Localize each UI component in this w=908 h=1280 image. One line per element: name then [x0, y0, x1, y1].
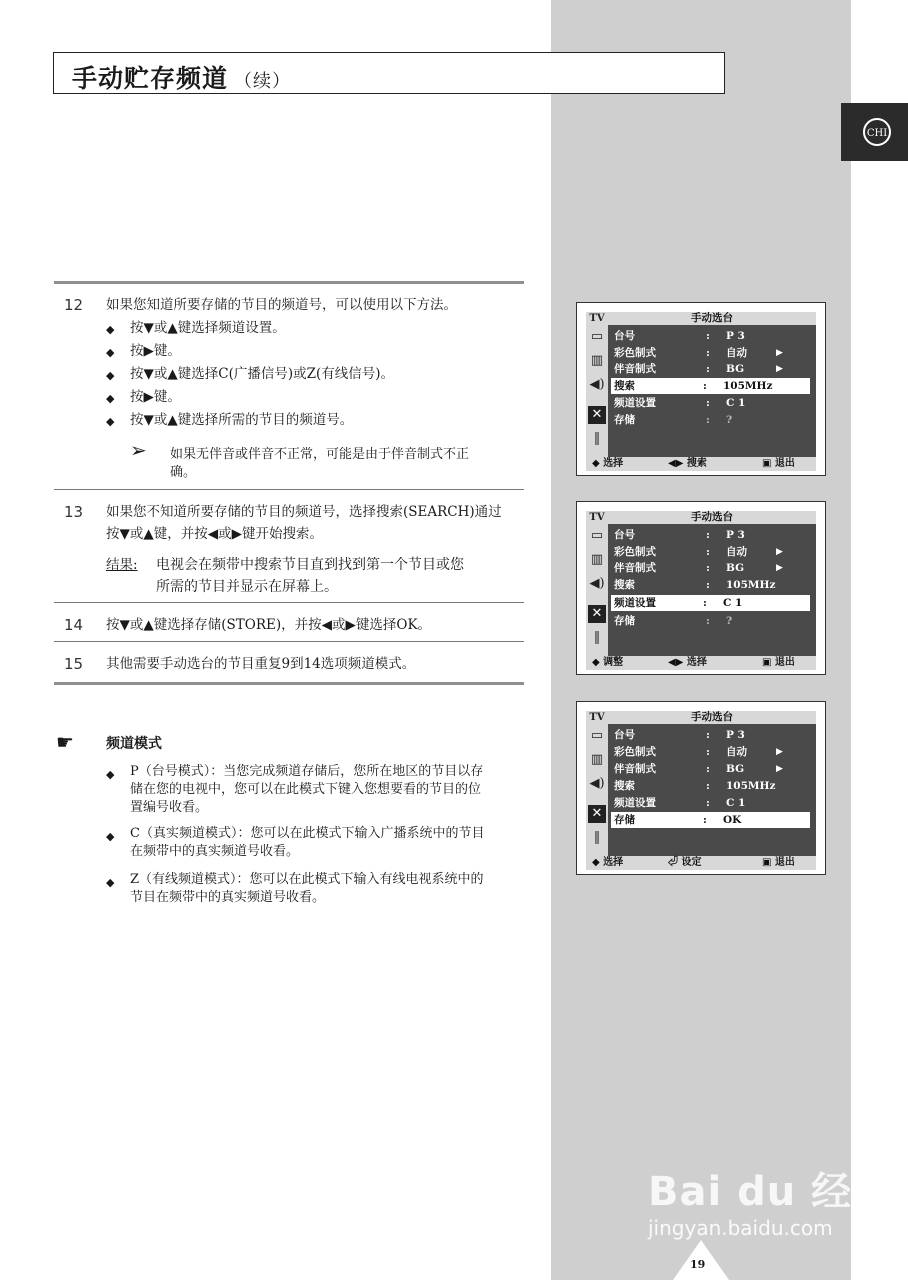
tv-footer: ◆ 调整 ◀▶ 选择 ▣ 退出 — [586, 656, 816, 670]
mode-c-line2: 在频带中的真实频道号收看。 — [130, 844, 300, 859]
section-rule-top — [54, 281, 524, 284]
speaker-icon: ◀) — [589, 776, 605, 791]
diamond-bullet-icon: ◆ — [106, 369, 115, 382]
tv-menu-screen-2 — [576, 501, 826, 675]
menu-row-sound: 伴音制式 : BG ▶ — [614, 562, 783, 574]
tv-label: TV — [589, 712, 605, 723]
step-bullet: 按▼或▲键选择所需的节目的频道号。 — [130, 412, 354, 428]
menu-row-channel: 频道设置 : C 1 — [614, 397, 746, 409]
step-text-line2: 按▼或▲键，并按◀或▶键开始搜索。 — [106, 526, 324, 542]
tv-footer: ◆ 选择 ⏎ 设定 ▣ 退出 — [586, 856, 816, 870]
menu-row-store: 存储 : ? — [614, 615, 733, 627]
divider — [54, 602, 524, 603]
step-text: 如果您知道所要存储的节目的频道号，可以使用以下方法。 — [106, 297, 457, 313]
setup-icon: ‖ — [593, 630, 601, 645]
diamond-bullet-icon: ◆ — [106, 323, 115, 336]
menu-row-store: 存储 : OK — [611, 812, 810, 828]
language-tab — [841, 103, 908, 161]
antenna-icon: ✕ — [588, 605, 606, 623]
menu-row-store: 存储 : ? — [614, 414, 733, 426]
divider — [54, 489, 524, 490]
step-bullet: 按▶键。 — [130, 343, 181, 359]
pointing-hand-icon: ☛ — [56, 730, 74, 754]
menu-row-sound: 伴音制式 : BG ▶ — [614, 363, 783, 375]
diamond-bullet-icon: ◆ — [106, 415, 115, 428]
menu-row-program: 台号 : P 3 — [614, 330, 745, 342]
watermark-url: jingyan.baidu.com — [648, 1216, 833, 1240]
tv-menu-screen-3 — [576, 701, 826, 875]
tv-label: TV — [589, 313, 605, 324]
step-number: 14 — [64, 616, 84, 634]
result-text-line1: 电视会在频带中搜索节目直到找到第一个节目或您 — [156, 557, 464, 573]
sound-icon: ▥ — [590, 353, 604, 368]
note-arrow-icon: ➢ — [130, 438, 147, 462]
speaker-icon: ◀) — [589, 576, 605, 591]
menu-row-channel: 频道设置 : C 1 — [614, 797, 746, 809]
speaker-icon: ◀) — [589, 377, 605, 392]
language-tab-label: CHI — [863, 118, 891, 146]
mode-z-line2: 节目在频带中的真实频道号收看。 — [130, 890, 326, 905]
page-title-text: 手动贮存频道 — [72, 64, 229, 93]
step-bullet: 按▶键。 — [130, 389, 181, 405]
menu-row-search: 搜索 : 105MHz — [611, 378, 810, 394]
step-text-line1: 如果您不知道所要存储的节目的频道号，选择搜索(SEARCH)通过 — [106, 504, 502, 520]
tv-menu-header: 手动选台 — [608, 511, 816, 524]
menu-row-program: 台号 : P 3 — [614, 529, 745, 541]
mode-z-line1: Z（有线频道模式）：您可以在此模式下输入有线电视系统中的 — [130, 872, 484, 887]
diamond-bullet-icon: ◆ — [106, 830, 115, 843]
result-label: 结果: — [106, 557, 138, 573]
page-title-sub: （续） — [234, 71, 292, 92]
tv-footer: ◆ 选择 ◀▶ 搜索 ▣ 退出 — [586, 457, 816, 471]
step-bullet: 按▼或▲键选择C(广播信号)或Z(有线信号)。 — [130, 366, 395, 382]
picture-icon: ▭ — [590, 728, 604, 743]
step-bullet: 按▼或▲键选择频道设置。 — [130, 320, 286, 336]
step-number: 13 — [64, 503, 84, 521]
divider — [54, 641, 524, 642]
menu-row-sound: 伴音制式 : BG ▶ — [614, 763, 783, 775]
antenna-icon: ✕ — [588, 406, 606, 424]
menu-row-search: 搜索 : 105MHz — [614, 579, 776, 591]
channel-mode-title: 频道模式 — [106, 736, 162, 752]
picture-icon: ▭ — [590, 528, 604, 543]
tv-label: TV — [589, 512, 605, 523]
menu-row-color: 彩色制式 : 自动 ▶ — [614, 746, 783, 758]
menu-row-color: 彩色制式 : 自动 ▶ — [614, 347, 783, 359]
page-title-box — [53, 52, 725, 94]
antenna-icon: ✕ — [588, 805, 606, 823]
step-number: 15 — [64, 655, 84, 673]
sound-icon: ▥ — [590, 752, 604, 767]
setup-icon: ‖ — [593, 431, 601, 446]
diamond-bullet-icon: ◆ — [106, 392, 115, 405]
page-title — [72, 59, 291, 95]
mode-p-line3: 置编号收看。 — [130, 800, 209, 815]
step-text: 按▼或▲键选择存储(STORE)，并按◀或▶键选择OK。 — [106, 617, 432, 633]
sound-icon: ▥ — [590, 552, 604, 567]
watermark-logo: Bai du 经验 — [648, 1169, 894, 1215]
mode-p-line1: P（台号模式）：当您完成频道存储后，您所在地区的节目以存 — [130, 764, 484, 779]
mode-p-line2: 储在您的电视中，您可以在此模式下键入您想要看的节目的位 — [130, 782, 482, 797]
note-text-line2: 确。 — [170, 465, 197, 480]
diamond-bullet-icon: ◆ — [106, 768, 115, 781]
tv-icon-column — [586, 511, 608, 656]
picture-icon: ▭ — [590, 329, 604, 344]
tv-menu-header: 手动选台 — [608, 711, 816, 724]
result-text-line2: 所需的节目并显示在屏幕上。 — [156, 579, 338, 595]
section-rule-bottom — [54, 682, 524, 685]
tv-menu-screen-1 — [576, 302, 826, 476]
step-number: 12 — [64, 296, 84, 314]
page-number: 19 — [690, 1258, 706, 1271]
note-text-line1: 如果无伴音或伴音不正常，可能是由于伴音制式不正 — [170, 447, 470, 462]
setup-icon: ‖ — [593, 830, 601, 845]
diamond-bullet-icon: ◆ — [106, 346, 115, 359]
diamond-bullet-icon: ◆ — [106, 876, 115, 889]
menu-row-color: 彩色制式 : 自动 ▶ — [614, 546, 783, 558]
tv-menu-header: 手动选台 — [608, 312, 816, 325]
menu-row-search: 搜索 : 105MHz — [614, 780, 776, 792]
menu-row-channel: 频道设置 : C 1 — [611, 595, 810, 611]
tv-icon-column — [586, 312, 608, 457]
mode-c-line1: C（真实频道模式）：您可以在此模式下输入广播系统中的节目 — [130, 826, 485, 841]
menu-row-program: 台号 : P 3 — [614, 729, 745, 741]
tv-icon-column — [586, 711, 608, 856]
step-text: 其他需要手动选台的节目重复9到14选项频道模式。 — [106, 656, 416, 672]
